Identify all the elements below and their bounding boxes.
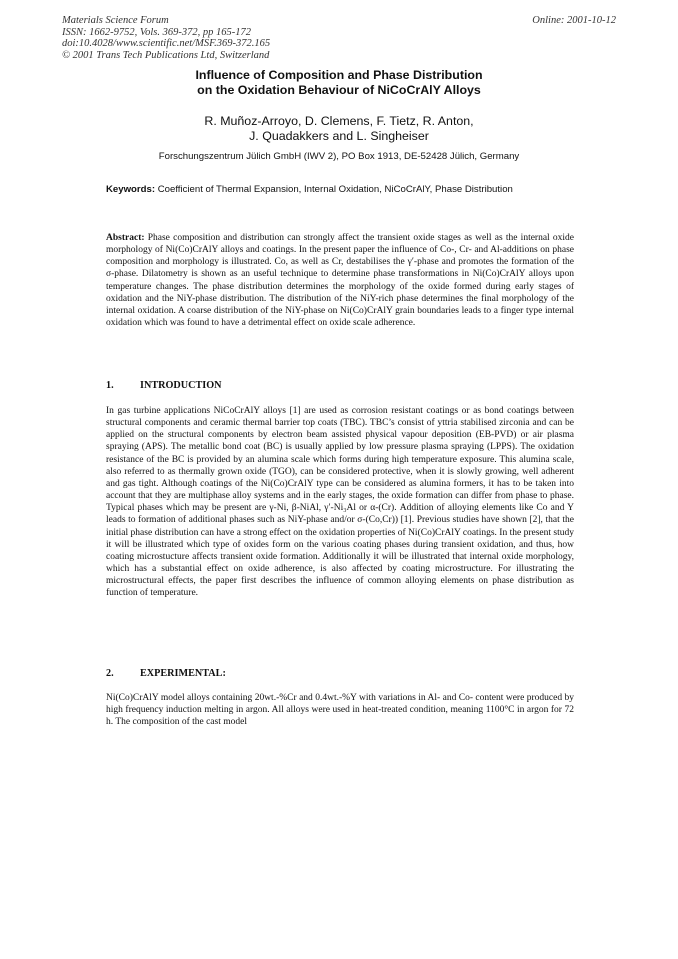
introduction-text: In gas turbine applications NiCoCrAlY alloys [1] are used as corrosion resistant coatings or as bond coatings between structural components and ceramic thermal barrier top coats (TBC). TBC’s consist of yttria stabilised zirconia and can be applied on the structural components by electron beam assisted physical vapour deposition (EB-PVD) or air plasma spraying (APS). The metallic bond coat (BC) is usually applied by low pressure plasma spraying (LPPS). The oxidation resistance of the BC is provided by an alumina scale which forms during high temperature exposure. This alumina scale, also referred to as thermally grown oxide (TGO), can be considered protective, when it is slowly growing, well adherent and gas tight. Although coatings of the Ni(Co)CrAlY type can be considered as alumina formers, it has to be taken into account that they are multiphase alloy systems and in the early stages, the oxide formation can differ from phase to phase. Typical phases which may be present are γ-Ni, β-NiAl, γ′-Ni₃Al or α-(Cr). Addition of alloying elements like Co and Y leads to formation of additional phases such as NiY-phase and/or σ-(Co,Cr)) [1]. Previous studies have shown [2], that the initial phase distribution can have a strong effect on the oxidation properties of Ni(Co)CrAlY coatings. In the present study it will be illustrated which type of oxides form on the various coating phases during transient oxidation, and thus, how coating microstucture affects transient oxide formation. Additionally it will be illustrated that internal oxide morphology, which has a substantial effect on oxide adherence, is also affected by coating microstructure. For illustrating the microstructural effects, the paper first describes the influence of common alloying elements on phase distribution as function of temperature.	[106, 406, 574, 599]
authors-line-2: J. Quadakkers and L. Singheiser	[249, 129, 429, 143]
abstract-label: Abstract:	[106, 233, 145, 243]
section-title: INTRODUCTION	[140, 380, 222, 391]
title-line-1: Influence of Composition and Phase Distribution	[195, 68, 483, 82]
section-heading-introduction	[106, 380, 222, 391]
journal-name: Materials Science Forum	[62, 15, 169, 26]
section-title: EXPERIMENTAL:	[140, 668, 226, 679]
keywords	[106, 184, 586, 195]
introduction-paragraph	[106, 405, 574, 600]
authors-line-1: R. Muñoz-Arroyo, D. Clemens, F. Tietz, R. Anton,	[204, 114, 474, 128]
online-date: Online: 2001-10-12	[532, 15, 616, 26]
keywords-label: Keywords:	[106, 184, 156, 195]
doi-line[interactable]: doi:10.4028/www.scientific.net/MSF.369-372.165	[62, 38, 271, 50]
section-number: 1.	[106, 380, 114, 391]
copyright-line: © 2001 Trans Tech Publications Ltd, Switzerland	[62, 49, 270, 61]
experimental-paragraph	[106, 692, 574, 728]
section-heading-experimental	[106, 668, 226, 679]
title-line-2: on the Oxidation Behaviour of NiCoCrAlY Alloys	[197, 83, 481, 97]
affiliation: Forschungszentrum Jülich GmbH (IWV 2), PO Box 1913, DE-52428 Jülich, Germany	[158, 151, 520, 162]
issn-line: ISSN: 1662-9752, Vols. 369-372, pp 165-172	[62, 26, 251, 38]
abstract	[106, 232, 574, 329]
paper-title	[60, 68, 618, 98]
section-number: 2.	[106, 668, 114, 679]
journal-header	[62, 15, 270, 61]
keywords-text: Coefficient of Thermal Expansion, Internal Oxidation, NiCoCrAlY, Phase Distribution	[157, 184, 513, 195]
author-list	[60, 114, 618, 144]
abstract-text: Phase composition and distribution can strongly affect the transient oxide stages as well as the internal oxide morphology of Ni(Co)CrAlY alloys and coatings. In the present paper the influence of Co-, Cr- and Al-additions on phase composition and morphology is illustrated. Co, as well as Cr, destabilises the γ′-phase and promotes the formation of the σ-phase. Dilatometry is shown as an useful technique to determine phase transformations in Ni(Co)CrAlY alloys upon temperature changes. The phase distribution determines the morphology of the oxide formed during early stages of oxidation and the NiY-phase distribution. The distribution of the NiY-rich phase determines the final morphology of the internal oxidation. A coarse distribution of the NiY-phase on Ni(Co)CrAlY grain boundaries leads to a finger type internal oxidation which was found to have a detrimental effect on oxide scale adherence.	[106, 233, 575, 329]
experimental-text: Ni(Co)CrAlY model alloys containing 20wt.-%Cr and 0.4wt.-%Y with variations in Al- and Co- content were produced by high frequency induction melting in argon. All alloys were used in heat-treated condition, meaning 1100°C in argon for 72 h. The composition of the cast model	[106, 693, 574, 728]
